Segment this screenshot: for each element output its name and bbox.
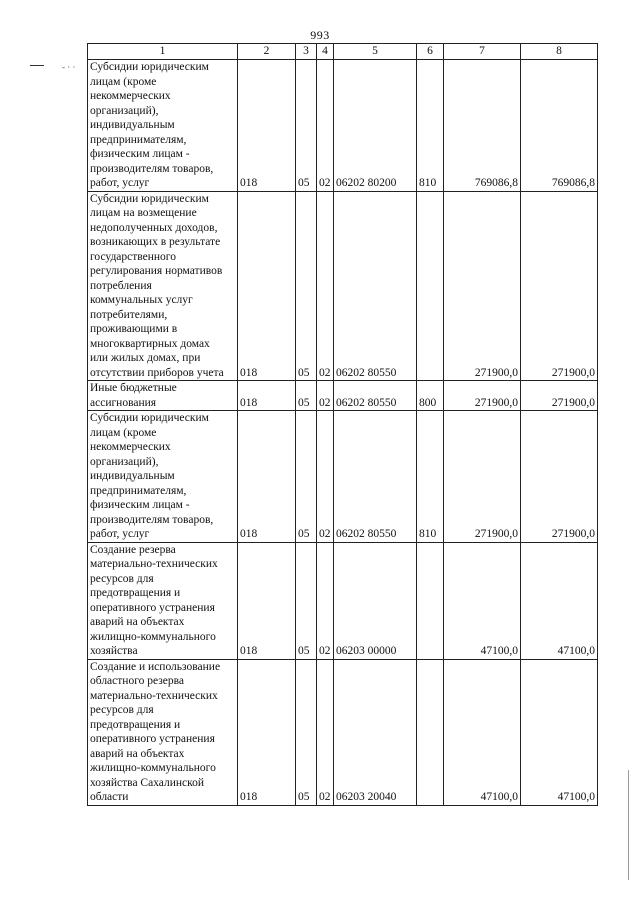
expense-type-code: 810 [417,60,444,192]
ministry-code: 018 [238,191,296,381]
amount-year-1: 769086,8 [444,60,521,192]
amount-year-1: 47100,0 [444,542,521,659]
expense-type-code [417,191,444,381]
row-description: Субсидии юридическим лицам (кроме некоммерческих организаций), индивидуальным предпринимателям, физическим лицам - производителям товаров, работ, услуг [88,60,238,192]
amount-year-1: 47100,0 [444,659,521,805]
expense-type-code: 800 [417,381,444,411]
amount-year-1: 271900,0 [444,411,521,543]
subsection-code: 02 [317,191,334,381]
amount-year-2: 271900,0 [521,381,598,411]
ministry-code: 018 [238,381,296,411]
ministry-code: 018 [238,60,296,192]
amount-year-2: 47100,0 [521,659,598,805]
header-row [88,44,598,60]
section-code: 05 [296,542,317,659]
target-article-code: 06202 80550 [334,191,417,381]
target-article-code: 06202 80200 [334,60,417,192]
section-code: 05 [296,191,317,381]
subsection-code: 02 [317,381,334,411]
row-description: Создание резерва материально-технических ресурсов для предотвращения и оперативного устранения аварий на объектах жилищно-коммунального хозяйства [88,542,238,659]
column-header-7: 7 [444,44,521,60]
column-header-4: 4 [317,44,334,60]
page-number: 993 [310,28,330,42]
column-header-1: 1 [88,44,238,60]
column-header-5: 5 [334,44,417,60]
target-article-code: 06203 00000 [334,542,417,659]
section-code: 05 [296,659,317,805]
row-description: Субсидии юридическим лицам на возмещение недополученных доходов, возникающих в результате государственного регулирования нормативов потребления коммунальных услуг потребителями, проживающими в многоквартирных домах или жилых домах, при отсутствии приборов учета [88,191,238,381]
amount-year-2: 47100,0 [521,542,598,659]
section-code: 05 [296,60,317,192]
section-code: 05 [296,381,317,411]
amount-year-2: 271900,0 [521,191,598,381]
section-code: 05 [296,411,317,543]
subsection-code: 02 [317,411,334,543]
target-article-code: 06203 20040 [334,659,417,805]
table-row [88,381,598,411]
ministry-code: 018 [238,659,296,805]
subsection-code: 02 [317,659,334,805]
ministry-code: 018 [238,411,296,543]
scan-speck: - · · [62,62,76,72]
subsection-code: 02 [317,60,334,192]
target-article-code: 06202 80550 [334,411,417,543]
amount-year-2: 769086,8 [521,60,598,192]
budget-table [87,43,598,806]
row-description: Иные бюджетные ассигнования [88,381,238,411]
amount-year-1: 271900,0 [444,191,521,381]
expense-type-code [417,542,444,659]
table-row [88,191,598,381]
table-row [88,411,598,543]
table-row [88,542,598,659]
column-header-6: 6 [417,44,444,60]
column-header-8: 8 [521,44,598,60]
row-description: Субсидии юридическим лицам (кроме некоммерческих организаций), индивидуальным предпринимателям, физическим лицам - производителям товаров, работ, услуг [88,411,238,543]
row-description: Создание и использование областного резерва материально-технических ресурсов для предотвращения и оперативного устранения аварий на объектах жилищно-коммунального хозяйства Сахалинской области [88,659,238,805]
ministry-code: 018 [238,542,296,659]
scan-edge-line [628,770,629,880]
column-header-3: 3 [296,44,317,60]
column-header-2: 2 [238,44,296,60]
amount-year-1: 271900,0 [444,381,521,411]
table-row [88,60,598,192]
table-row [88,659,598,805]
target-article-code: 06202 80550 [334,381,417,411]
margin-dash-mark [30,65,44,66]
amount-year-2: 271900,0 [521,411,598,543]
subsection-code: 02 [317,542,334,659]
expense-type-code: 810 [417,411,444,543]
expense-type-code [417,659,444,805]
